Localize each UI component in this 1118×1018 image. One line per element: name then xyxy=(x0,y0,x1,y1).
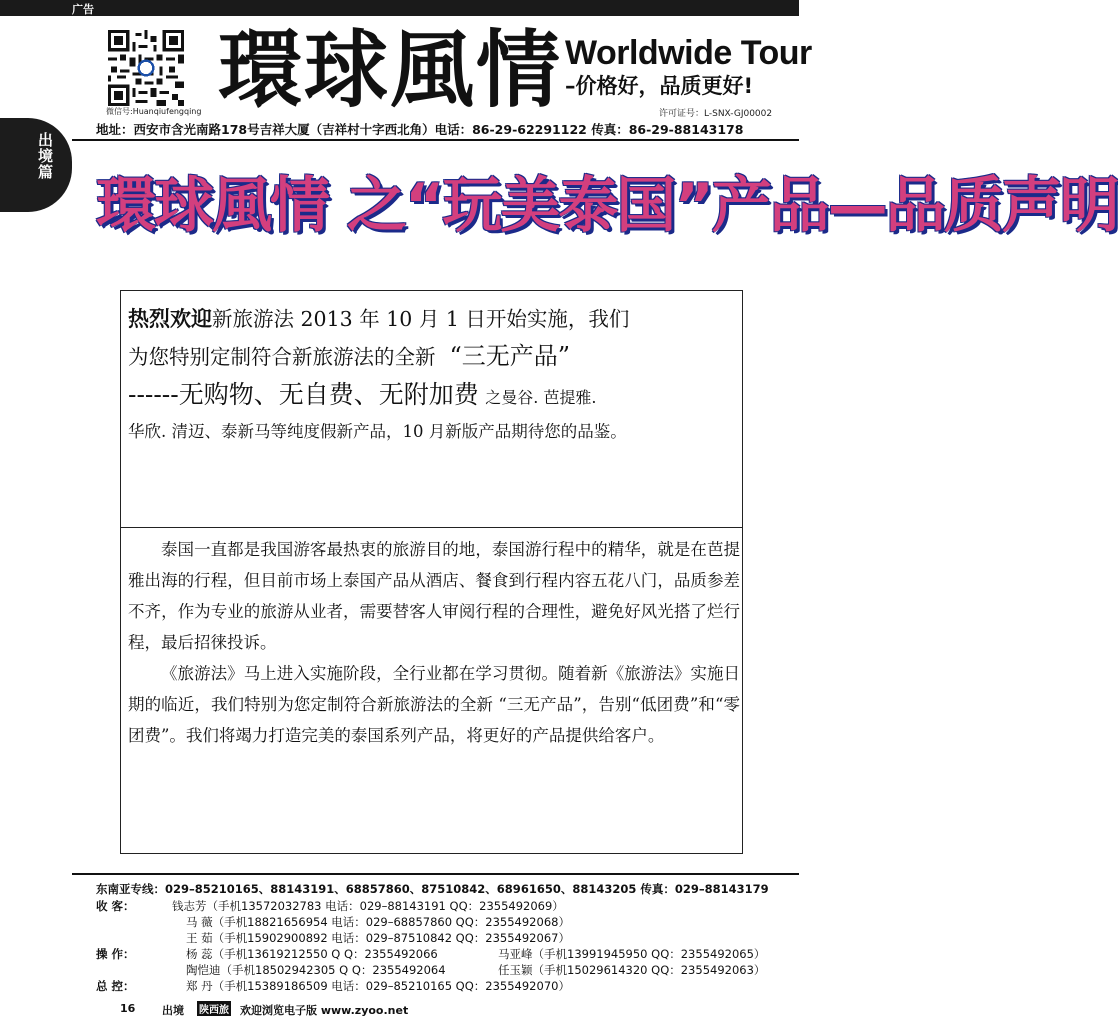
body-para-2: 《旅游法》马上进入实施阶段，全行业都在学习贯彻。随着新《旅游法》实施日期的临近，我们特别为您定制符合新旅游法的全新 “三无产品”，告别“低团费”和“零团费”。我们将竭力打造完美的泰国系列产品，将更好的产品提供给客户。 xyxy=(128,664,740,745)
footer-recv-label: 收 客： xyxy=(96,899,135,913)
wechat-id: 微信号:Huanqiufengqing xyxy=(106,107,202,116)
slogan: –价格好，品质更好! xyxy=(565,74,754,98)
body-text xyxy=(128,534,740,751)
address-line: 地址：西安市含光南路178号吉祥大厦（吉祥村十字西北角）电话：86-29-62291122 传真：86-29-88143178 xyxy=(96,122,744,137)
footer-recv-2: 马 薇（手机18821656954 电话：029–68857860 QQ：2355492068） xyxy=(186,915,570,929)
footer-recv-1: 钱志芳（手机13572032783 电话：029–88143191 QQ：2355492069） xyxy=(172,899,564,913)
brand-logo: 環球風情 xyxy=(218,21,563,119)
section-label: 出境 xyxy=(162,1004,184,1017)
header-divider xyxy=(72,139,799,141)
side-tab xyxy=(0,118,72,212)
footer-op-2b: 任玉颖（手机15029614320 QQ：2355492063） xyxy=(498,963,766,977)
license-number: 许可证号：L-SNX-GJ00002 xyxy=(659,109,773,119)
intro-text xyxy=(128,300,738,447)
brand-english: Worldwide Tour xyxy=(565,34,812,72)
qr-code xyxy=(108,30,184,106)
side-tab-label: 出境篇 xyxy=(38,131,54,181)
intro-welcome: 热烈欢迎 xyxy=(128,306,212,331)
footer-divider xyxy=(72,873,799,875)
intro-line2: 为您特别定制符合新旅游法的全新 xyxy=(128,345,436,369)
ad-tag: 广告 xyxy=(72,3,94,16)
intro-no-list: 无购物、无自费、无附加费 xyxy=(178,380,479,409)
headline: 環球風情 之“玩美泰国”产品—品质声明 xyxy=(96,171,1118,241)
footer-op-1: 杨 蕊（手机13619212550 Q Q：2355492066 xyxy=(186,947,438,961)
intro-destinations: 之曼谷. 芭提雅. xyxy=(485,388,597,407)
footer-op-1b: 马亚峰（手机13991945950 QQ：2355492065） xyxy=(498,947,766,961)
footer-sea-line: 东南亚专线：029–85210165、88143191、68857860、87510842、68961650、88143205 传真：029–88143179 xyxy=(96,882,769,896)
publication-badge: 陕西旅 xyxy=(197,1001,231,1016)
website-line: 欢迎浏览电子版 www.zyoo.net xyxy=(240,1004,409,1017)
footer-op-2: 陶恺迪（手机18502942305 Q Q：2355492064 xyxy=(186,963,446,977)
body-para-1: 泰国一直都是我国游客最热衷的旅游目的地，泰国游行程中的精华，就是在芭提雅出海的行程，但目前市场上泰国产品从酒店、餐食到行程内容五花八门，品质参差不齐，作为专业的旅游从业者，需要替客人审阅行程的合理性，避免好风光搭了烂行程，最后招徕投诉。 xyxy=(128,540,740,652)
intro-three-no: “三无产品” xyxy=(449,342,571,370)
footer-ctrl-label: 总 控： xyxy=(96,979,135,993)
footer-ctrl-1: 郑 丹（手机15389186509 电话：029–85210165 QQ：2355492070） xyxy=(186,979,570,993)
intro-dashes: ------ xyxy=(128,380,179,409)
top-bar xyxy=(0,0,799,16)
footer-op-label: 操 作： xyxy=(96,947,135,961)
page-number: 16 xyxy=(120,1002,136,1015)
footer-recv-3: 王 茹（手机15902900892 电话：029–87510842 QQ：2355492067） xyxy=(186,931,570,945)
intro-line4: 华欣. 清迈、泰新马等纯度假新产品，10 月新版产品期待您的品鉴。 xyxy=(128,422,627,441)
intro-line1: 新旅游法 2013 年 10 月 1 日开始实施，我们 xyxy=(212,307,630,331)
